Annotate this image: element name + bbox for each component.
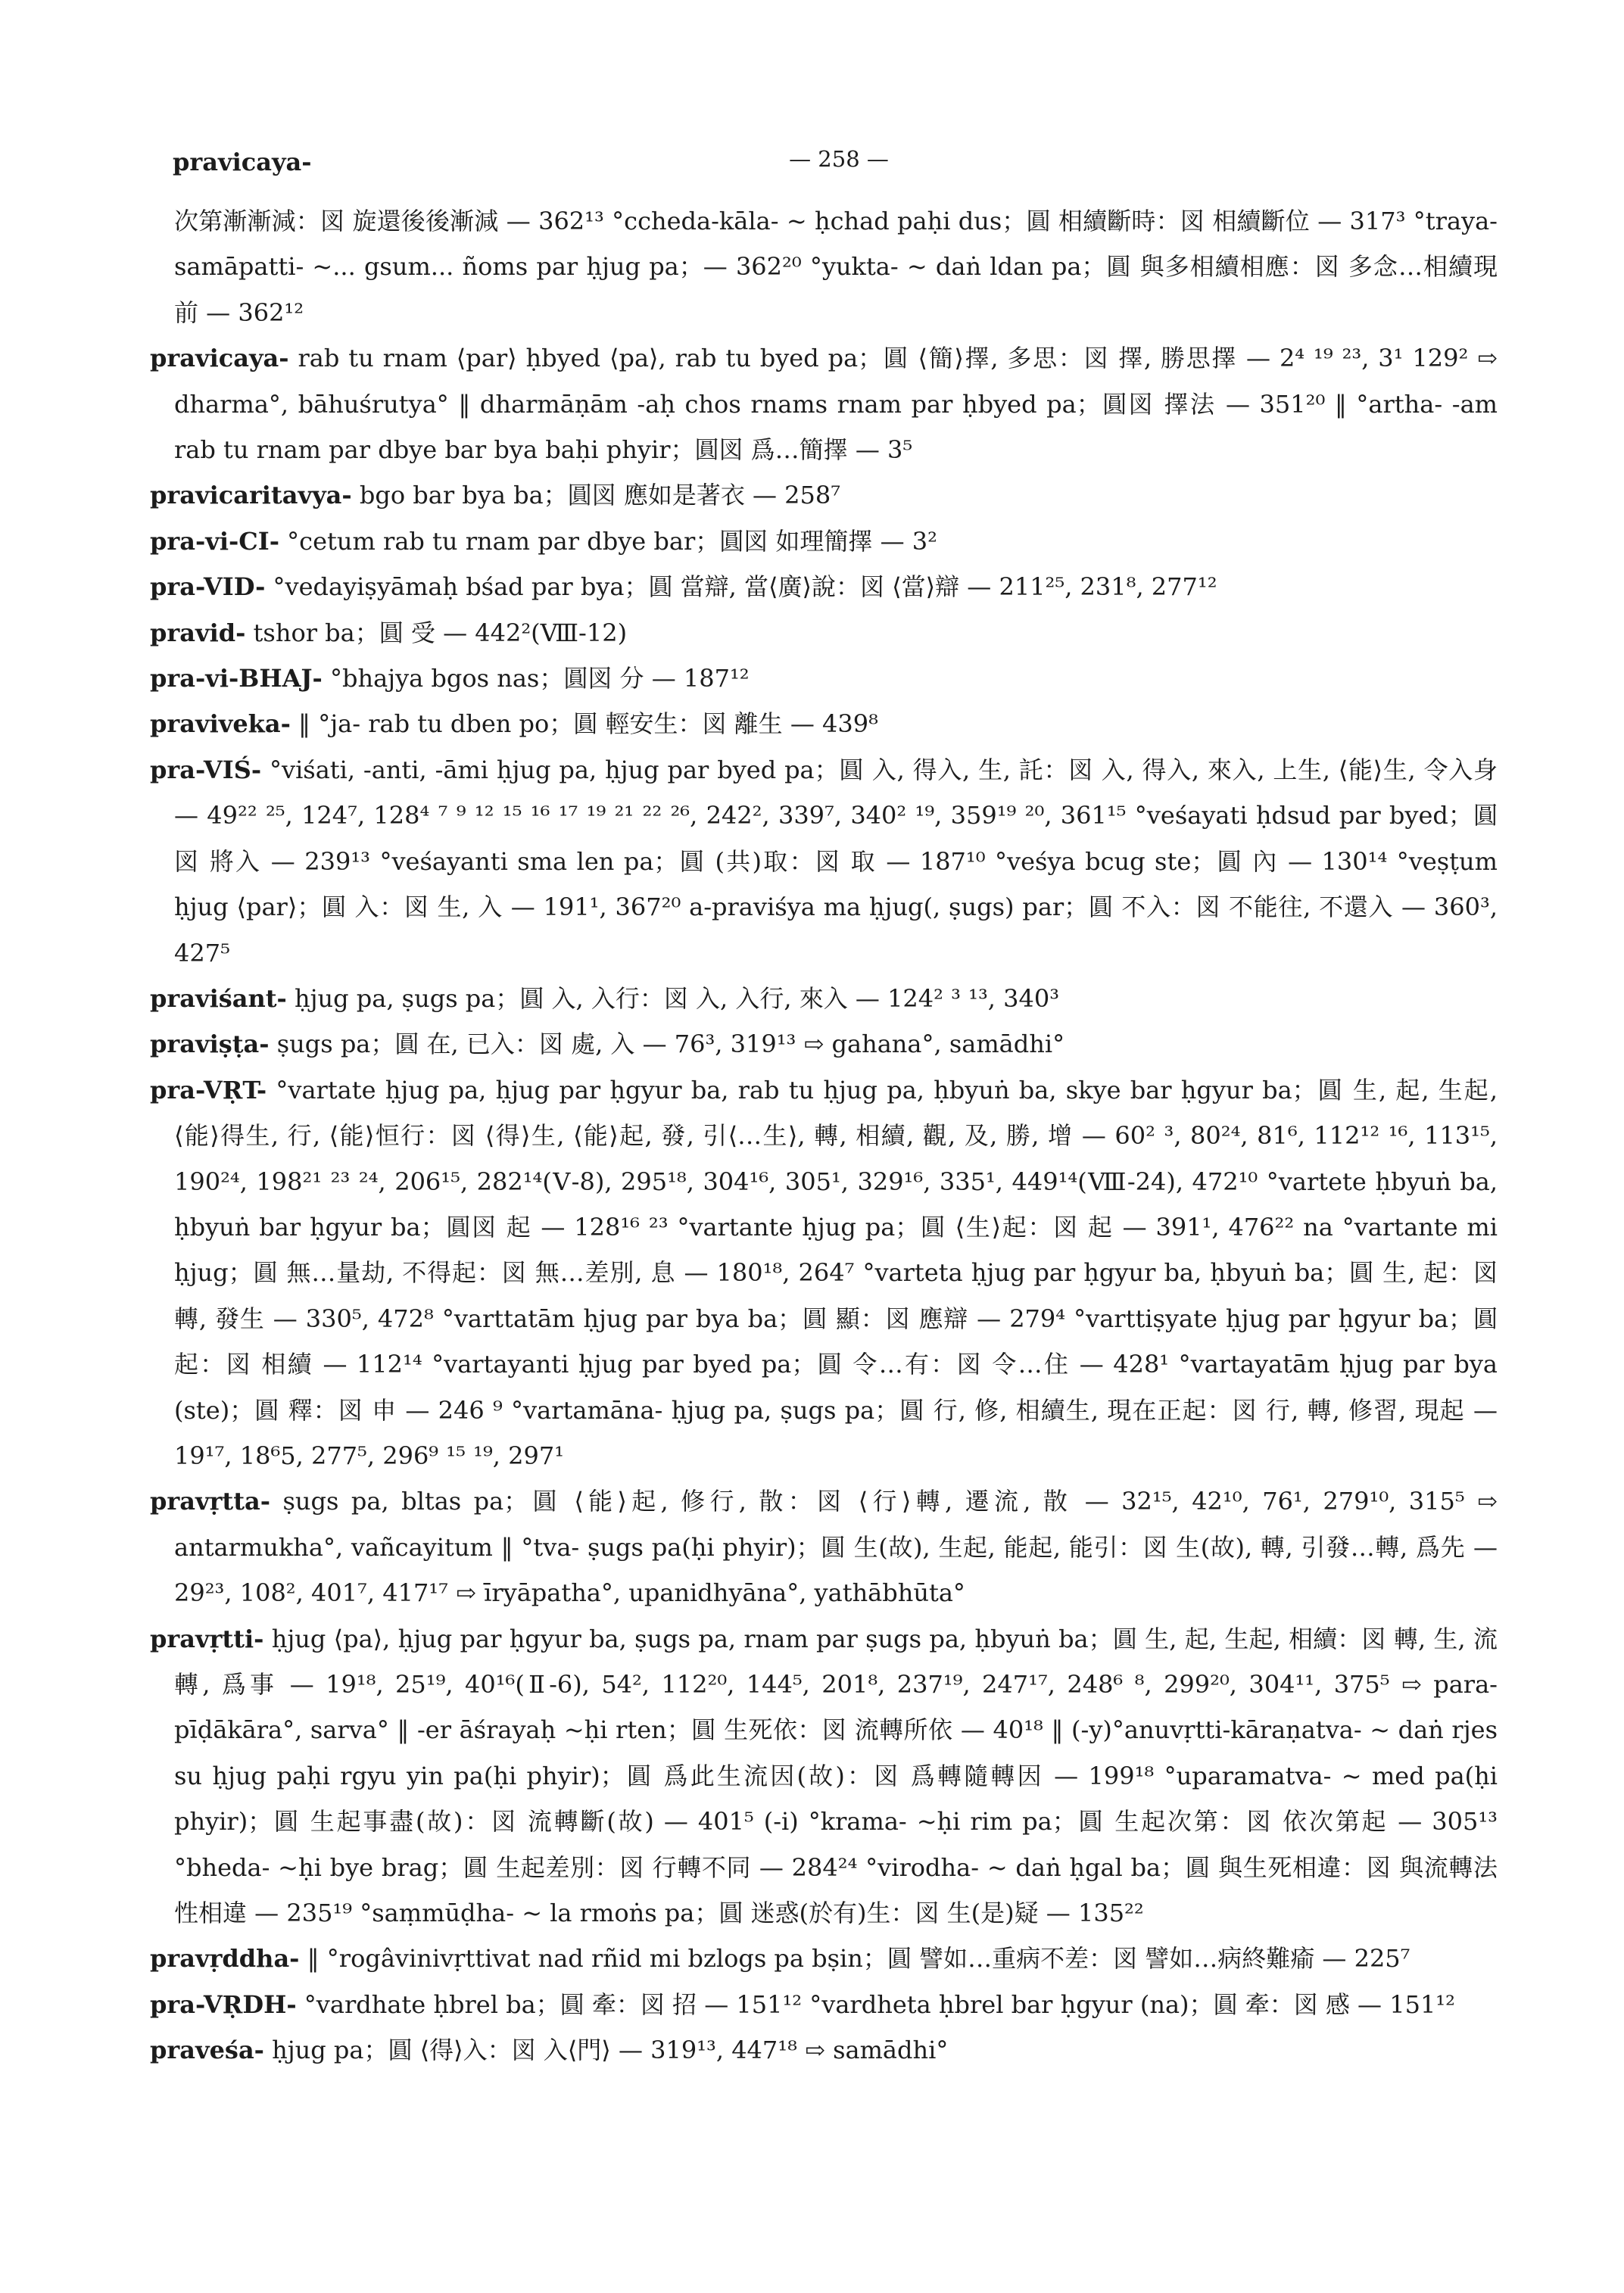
entry-text: °vedayiṣyāmaḥ bśad par bya；圓 當辯, 當⟨廣⟩說：図 ⟨當⟩辯 — 211²⁵, 231⁸, 277¹²: [273, 572, 1217, 602]
dictionary-entry: [150, 1982, 1498, 2027]
entry-headword: pravicaya-: [150, 344, 289, 373]
dictionary-entry: [150, 198, 1498, 335]
dictionary-entry: [150, 976, 1498, 1021]
running-head: pravicaya-: [173, 148, 312, 176]
dictionary-entry: [150, 1021, 1498, 1067]
entry-headword: pra-vi-CI-: [150, 526, 279, 556]
dictionary-body: [150, 198, 1498, 2073]
entry-text: ḥjug pa；圓 ⟨得⟩入：図 入⟨門⟩ — 319¹³, 447¹⁸ ⇨ samādhi°: [272, 2036, 949, 2065]
entry-headword: pravṛtti-: [150, 1624, 264, 1653]
dictionary-entry: [150, 1616, 1498, 1936]
entry-headword: praveśa-: [150, 2036, 264, 2065]
entry-text: °cetum rab tu rnam par dbye bar；圓図 如理簡擇 — 3²: [287, 526, 937, 556]
entry-text: bgo bar bya ba；圓図 應如是著衣 — 258⁷: [359, 481, 841, 510]
entry-headword: praviśant-: [150, 983, 287, 1013]
entry-headword: pravṛddha-: [150, 1944, 300, 1974]
entry-headword: pra-VṚT-: [150, 1075, 267, 1104]
page-number: — 258 —: [789, 146, 889, 172]
dictionary-entry: [150, 472, 1498, 518]
entry-text: tshor ba；圓 受 — 442²(Ⅷ-12): [253, 618, 628, 647]
entry-text: 次第漸漸減：図 旋還後後漸減 — 362¹³ °ccheda-kāla- ~ ḥchad paḥi dus；圓 相續斷時：図 相續斷位 — 317³ °traya-samāpatti- ~... gsum... ñoms par ḥjug pa；— 362²⁰ °yukta- ~ daṅ ldan pa；圓 與多相續相應：図 多念…相續現前 — 362¹²: [174, 207, 1498, 327]
entry-headword: praviṣṭa-: [150, 1030, 270, 1059]
entry-text: °vartate ḥjug pa, ḥjug par ḥgyur ba, rab tu ḥjug pa, ḥbyuṅ ba, skye bar ḥgyur ba；圓 生, 起, 生起, ⟨能⟩得生, 行, ⟨能⟩恒行：図 ⟨得⟩生, ⟨能⟩起, 發, 引⟨…生⟩, 轉, 相續, 觀, 及, 勝, 增 — 60² ³, 80²⁴, 81⁶, 112¹² ¹⁶, 113¹⁵, 190²⁴, 198²¹ ²³ ²⁴, 206¹⁵, 282¹⁴(Ⅴ-8), 295¹⁸, 304¹⁶, 305¹, 329¹⁶, 335¹, 449¹⁴(Ⅷ-24), 472¹⁰ °vartete ḥbyuṅ ba, ḥbyuṅ bar ḥgyur ba；圓図 起 — 128¹⁶ ²³ °vartante ḥjug pa；圓 ⟨生⟩起：図 起 — 391¹, 476²² na °vartante mi ḥjug；圓 無…量劫, 不得起：図 無…差別, 息 — 180¹⁸, 264⁷ °varteta ḥjug par ḥgyur ba, ḥbyuṅ ba；圓 生, 起：図 轉, 發生 — 330⁵, 472⁸ °varttatām ḥjug par bya ba；圓 顯：図 應辯 — 279⁴ °varttiṣyate ḥjug par ḥgyur ba；圓 起：図 相續 — 112¹⁴ °vartayanti ḥjug par byed pa；圓 令…有：図 令…住 — 428¹ °vartayatām ḥjug par bya (ste)；圓 釋：図 申 — 246 ⁹ °vartamāna- ḥjug pa, ṣugs pa；圓 行, 修, 相續生, 現在正起：図 行, 轉, 修習, 現起 — 19¹⁷, 18⁶5, 277⁵, 296⁹ ¹⁵ ¹⁹, 297¹: [174, 1075, 1498, 1470]
entry-headword: pra-VID-: [150, 572, 266, 602]
dictionary-entry: [150, 1478, 1498, 1615]
entry-headword: pravṛtta-: [150, 1487, 270, 1516]
dictionary-entry: [150, 1936, 1498, 1981]
entry-headword: pravid-: [150, 618, 246, 647]
dictionary-entry: [150, 564, 1498, 609]
entry-text: ‖ °ja- rab tu dben po；圓 輕安生：図 離生 — 439⁸: [298, 709, 878, 739]
dictionary-entry: [150, 519, 1498, 564]
entry-text: ḥjug pa, ṣugs pa；圓 入, 入行：図 入, 入行, 來入 — 124² ³ ¹³, 340³: [294, 983, 1060, 1013]
dictionary-entry: [150, 656, 1498, 701]
entry-text: ‖ °rogâvinivṛttivat nad rñid mi bzlogs pa bṣin；圓 譬如…重病不差：図 譬如…病終難瘉 — 225⁷: [307, 1944, 1410, 1974]
entry-headword: pra-vi-BHAJ-: [150, 664, 323, 693]
entry-text: ṣugs pa, bltas pa；圓 ⟨能⟩起, 修行, 散：図 ⟨行⟩轉, 遷流, 散 — 32¹⁵, 42¹⁰, 76¹, 279¹⁰, 315⁵ ⇨ antarmukha°, vañcayitum ‖ °tva- ṣugs pa(ḥi phyir)；圓 生(故), 生起, 能起, 能引：図 生(故), 轉, 引發…轉, 爲先 — 29²³, 108², 401⁷, 417¹⁷ ⇨ īryāpatha°, upanidhyāna°, yathābhūta°: [174, 1487, 1498, 1608]
dictionary-entry: [150, 335, 1498, 472]
dictionary-entry: [150, 701, 1498, 746]
dictionary-entry: [150, 747, 1498, 976]
entry-headword: pra-VIŚ-: [150, 755, 262, 784]
entry-text: °viśati, -anti, -āmi ḥjug pa, ḥjug par byed pa；圓 入, 得入, 生, 託：図 入, 得入, 來入, 上生, ⟨能⟩生, 令入身 — 49²² ²⁵, 124⁷, 128⁴ ⁷ ⁹ ¹² ¹⁵ ¹⁶ ¹⁷ ¹⁹ ²¹ ²² ²⁶, 242², 339⁷, 340² ¹⁹, 359¹⁹ ²⁰, 361¹⁵ °veśayati ḥdsud par byed；圓図 將入 — 239¹³ °veśayanti sma len pa；圓 (共)取：図 取 — 187¹⁰ °veśya bcug ste；圓 內 — 130¹⁴ °veṣṭum ḥjug ⟨par⟩；圓 入：図 生, 入 — 191¹, 367²⁰ a-praviśya ma ḥjug(, ṣugs) par；圓 不入：図 不能往, 不還入 — 360³, 427⁵: [174, 755, 1498, 967]
dictionary-entry: [150, 2027, 1498, 2073]
entry-text: °bhajya bgos nas；圓図 分 — 187¹²: [329, 664, 750, 693]
entry-headword: pra-VṚDH-: [150, 1989, 297, 2019]
dictionary-entry: [150, 610, 1498, 656]
entry-text: ḥjug ⟨pa⟩, ḥjug par ḥgyur ba, ṣugs pa, rnam par ṣugs pa, ḥbyuṅ ba；圓 生, 起, 生起, 相續：図 轉, 生, 流轉, 爲事 — 19¹⁸, 25¹⁹, 40¹⁶(Ⅱ-6), 54², 112²⁰, 144⁵, 201⁸, 237¹⁹, 247¹⁷, 248⁶ ⁸, 299²⁰, 304¹¹, 375⁵ ⇨ para-pīḍākāra°, sarva° ‖ -er āśrayaḥ ~ḥi rten；圓 生死依：図 流轉所依 — 40¹⁸ ‖ (-y)°anuvṛtti-kāraṇatva- ~ daṅ rjes su ḥjug paḥi rgyu yin pa(ḥi phyir)；圓 爲此生流因(故)：図 爲轉隨轉因 — 199¹⁸ °uparamatva- ~ med pa(ḥi phyir)；圓 生起事盡(故)：図 流轉斷(故) — 401⁵ (-i) °krama- ~ḥi rim pa；圓 生起次第：図 依次第起 — 305¹³ °bheda- ~ḥi bye brag；圓 生起差別：図 行轉不同 — 284²⁴ °virodha- ~ daṅ ḥgal ba；圓 與生死相違：図 與流轉法性相違 — 235¹⁹ °saṃmūḍha- ~ la rmoṅs pa；圓 迷惑(於有)生：図 生(是)疑 — 135²²: [174, 1624, 1498, 1928]
entry-headword: praviveka-: [150, 709, 291, 739]
entry-text: °vardhate ḥbrel ba；圓 牽：図 招 — 151¹² °vardheta ḥbrel bar ḥgyur (na)；圓 牽：図 感 — 151¹²: [304, 1989, 1455, 2019]
dictionary-entry: [150, 1067, 1498, 1479]
page-header: [173, 148, 1490, 193]
entry-text: ṣugs pa；圓 在, 已入：図 處, 入 — 76³, 319¹³ ⇨ gahana°, samādhi°: [276, 1030, 1065, 1059]
entry-text: rab tu rnam ⟨par⟩ ḥbyed ⟨pa⟩, rab tu byed pa；圓 ⟨簡⟩擇, 多思：図 擇, 勝思擇 — 2⁴ ¹⁹ ²³, 3¹ 129² ⇨ dharma°, bāhuśrutya° ‖ dharmāṇām -aḥ chos rnams rnam par ḥbyed pa；圓図 擇法 — 351²⁰ ‖ °artha- -am rab tu rnam par dbye bar bya baḥi phyir；圓図 爲…簡擇 — 3⁵: [174, 344, 1498, 465]
entry-headword: pravicaritavya-: [150, 481, 352, 510]
